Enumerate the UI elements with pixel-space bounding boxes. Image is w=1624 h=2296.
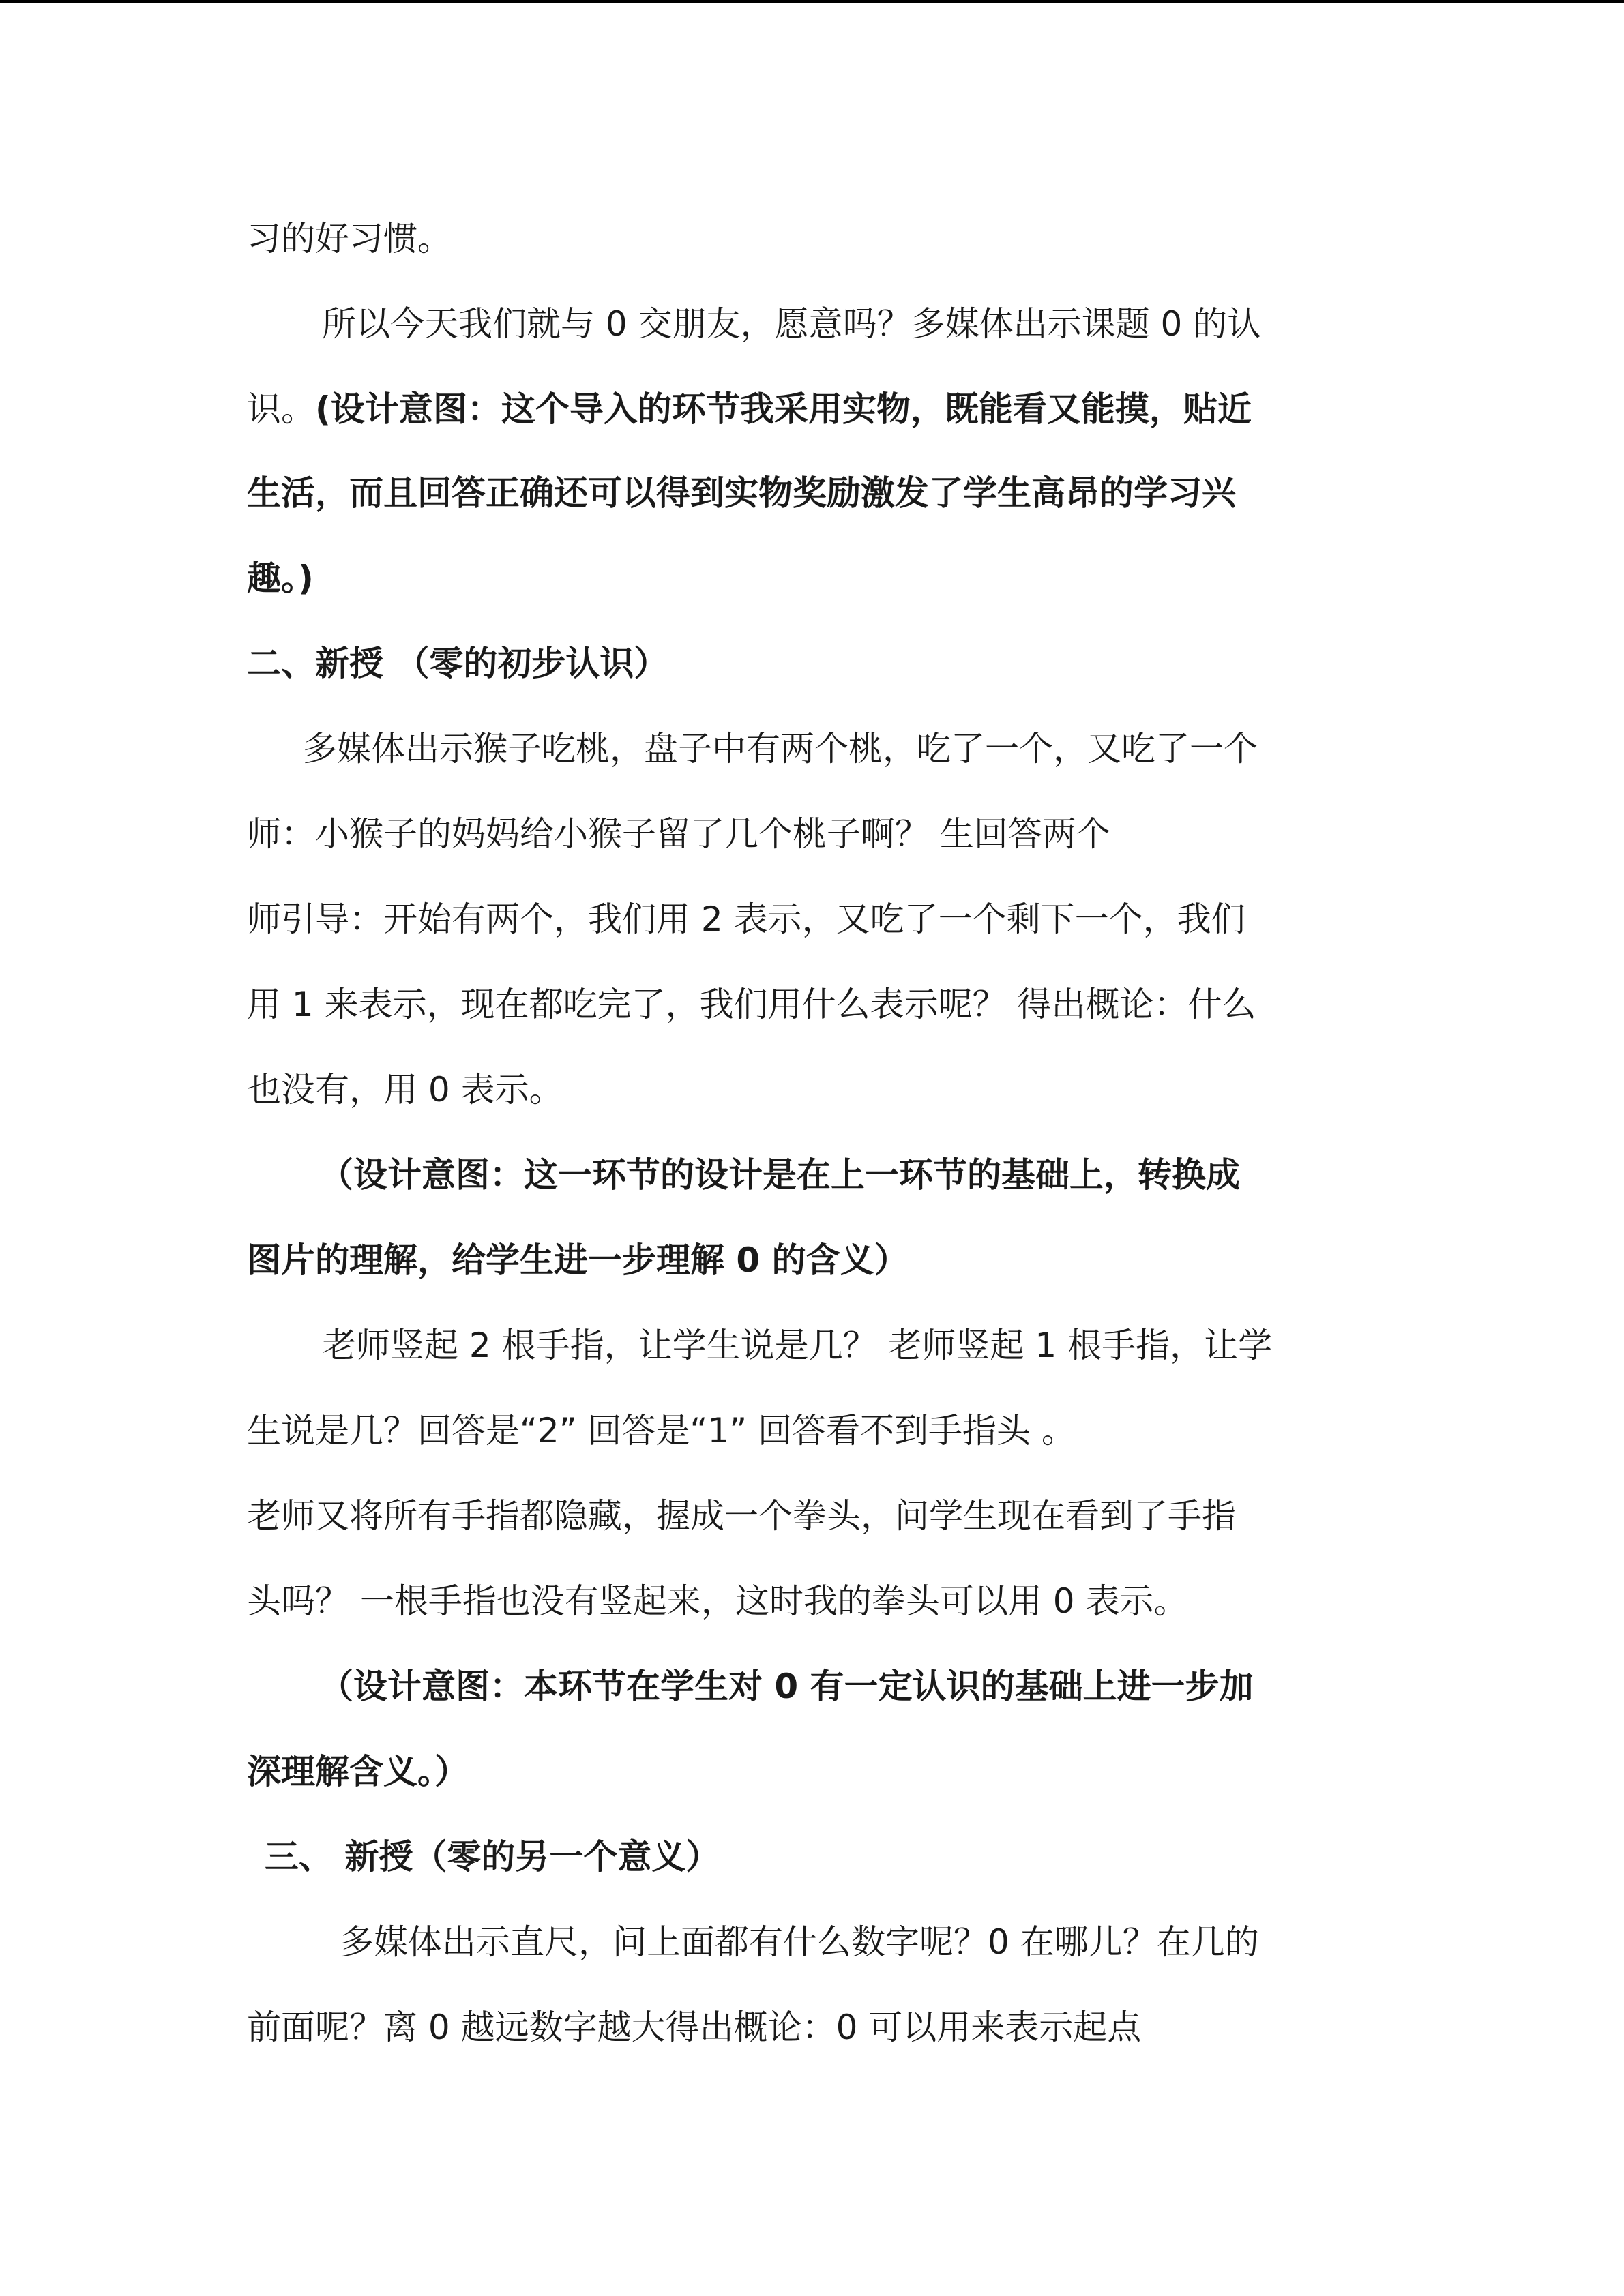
text-line: 前面呢？离 0 越远数字越大得出概论：0 可以用来表示起点 <box>247 2008 1142 2047</box>
text-line: 也没有，用 0 表示。 <box>247 1070 563 1109</box>
text-line: 习的好习惯。 <box>247 219 452 258</box>
text-line: 老师竖起 2 根手指，让学生说是几？ 老师竖起 1 根手指，让学 <box>322 1326 1273 1365</box>
design-intent-text: 趣。) <box>247 558 314 598</box>
text-line: 生说是几？回答是“2” 回答是“1” 回答看不到手指头 。 <box>247 1411 1076 1450</box>
page-top-border <box>0 0 1624 3</box>
text-line: 师：小猴子的妈妈给小猴子留了几个桃子啊？ 生回答两个 <box>247 814 1110 854</box>
text-line: 所以今天我们就与 0 交朋友，愿意吗？多媒体出示课题 0 的认 <box>322 304 1262 344</box>
text-line-mixed <box>247 387 1252 431</box>
section-heading: 三、 新授（零的另一个意义） <box>265 1837 720 1877</box>
text-line: 多媒体出示猴子吃桃，盘子中有两个桃，吃了一个，又吃了一个 <box>303 729 1258 769</box>
design-intent-text: 深理解含义。） <box>247 1752 469 1791</box>
text-line: 师引导：开始有两个，我们用 2 表示，又吃了一个剩下一个，我们 <box>247 899 1245 939</box>
text-line: 老师又将所有手指都隐藏，握成一个拳头，问学生现在看到了手指 <box>247 1496 1236 1536</box>
text-line: 头吗？ 一根手指也没有竖起来，这时我的拳头可以用 0 表示。 <box>247 1581 1188 1621</box>
design-intent-text: （设计意图：本环节在学生对 0 有一定认识的基础上进一步加 <box>319 1667 1254 1706</box>
section-heading: 二、新授 （零的初步认识） <box>247 644 668 683</box>
design-intent-text: 生活，而且回答正确还可以得到实物奖励激发了学生高昂的学习兴 <box>247 473 1236 513</box>
design-intent-text: (设计意图：这个导入的环节我采用实物，既能看又能摸，贴近 <box>315 389 1252 429</box>
text-span: 识。 <box>247 389 315 429</box>
design-intent-text: 图片的理解，给学生进一步理解 0 的含义） <box>247 1240 909 1280</box>
text-line: 多媒体出示直尺，问上面都有什么数字呢？0 在哪儿？在几的 <box>340 1922 1259 1962</box>
design-intent-text: （设计意图：这一环节的设计是在上一环节的基础上，转换成 <box>319 1155 1240 1195</box>
text-line: 用 1 来表示，现在都吃完了，我们用什么表示呢？ 得出概论：什么 <box>247 985 1256 1024</box>
